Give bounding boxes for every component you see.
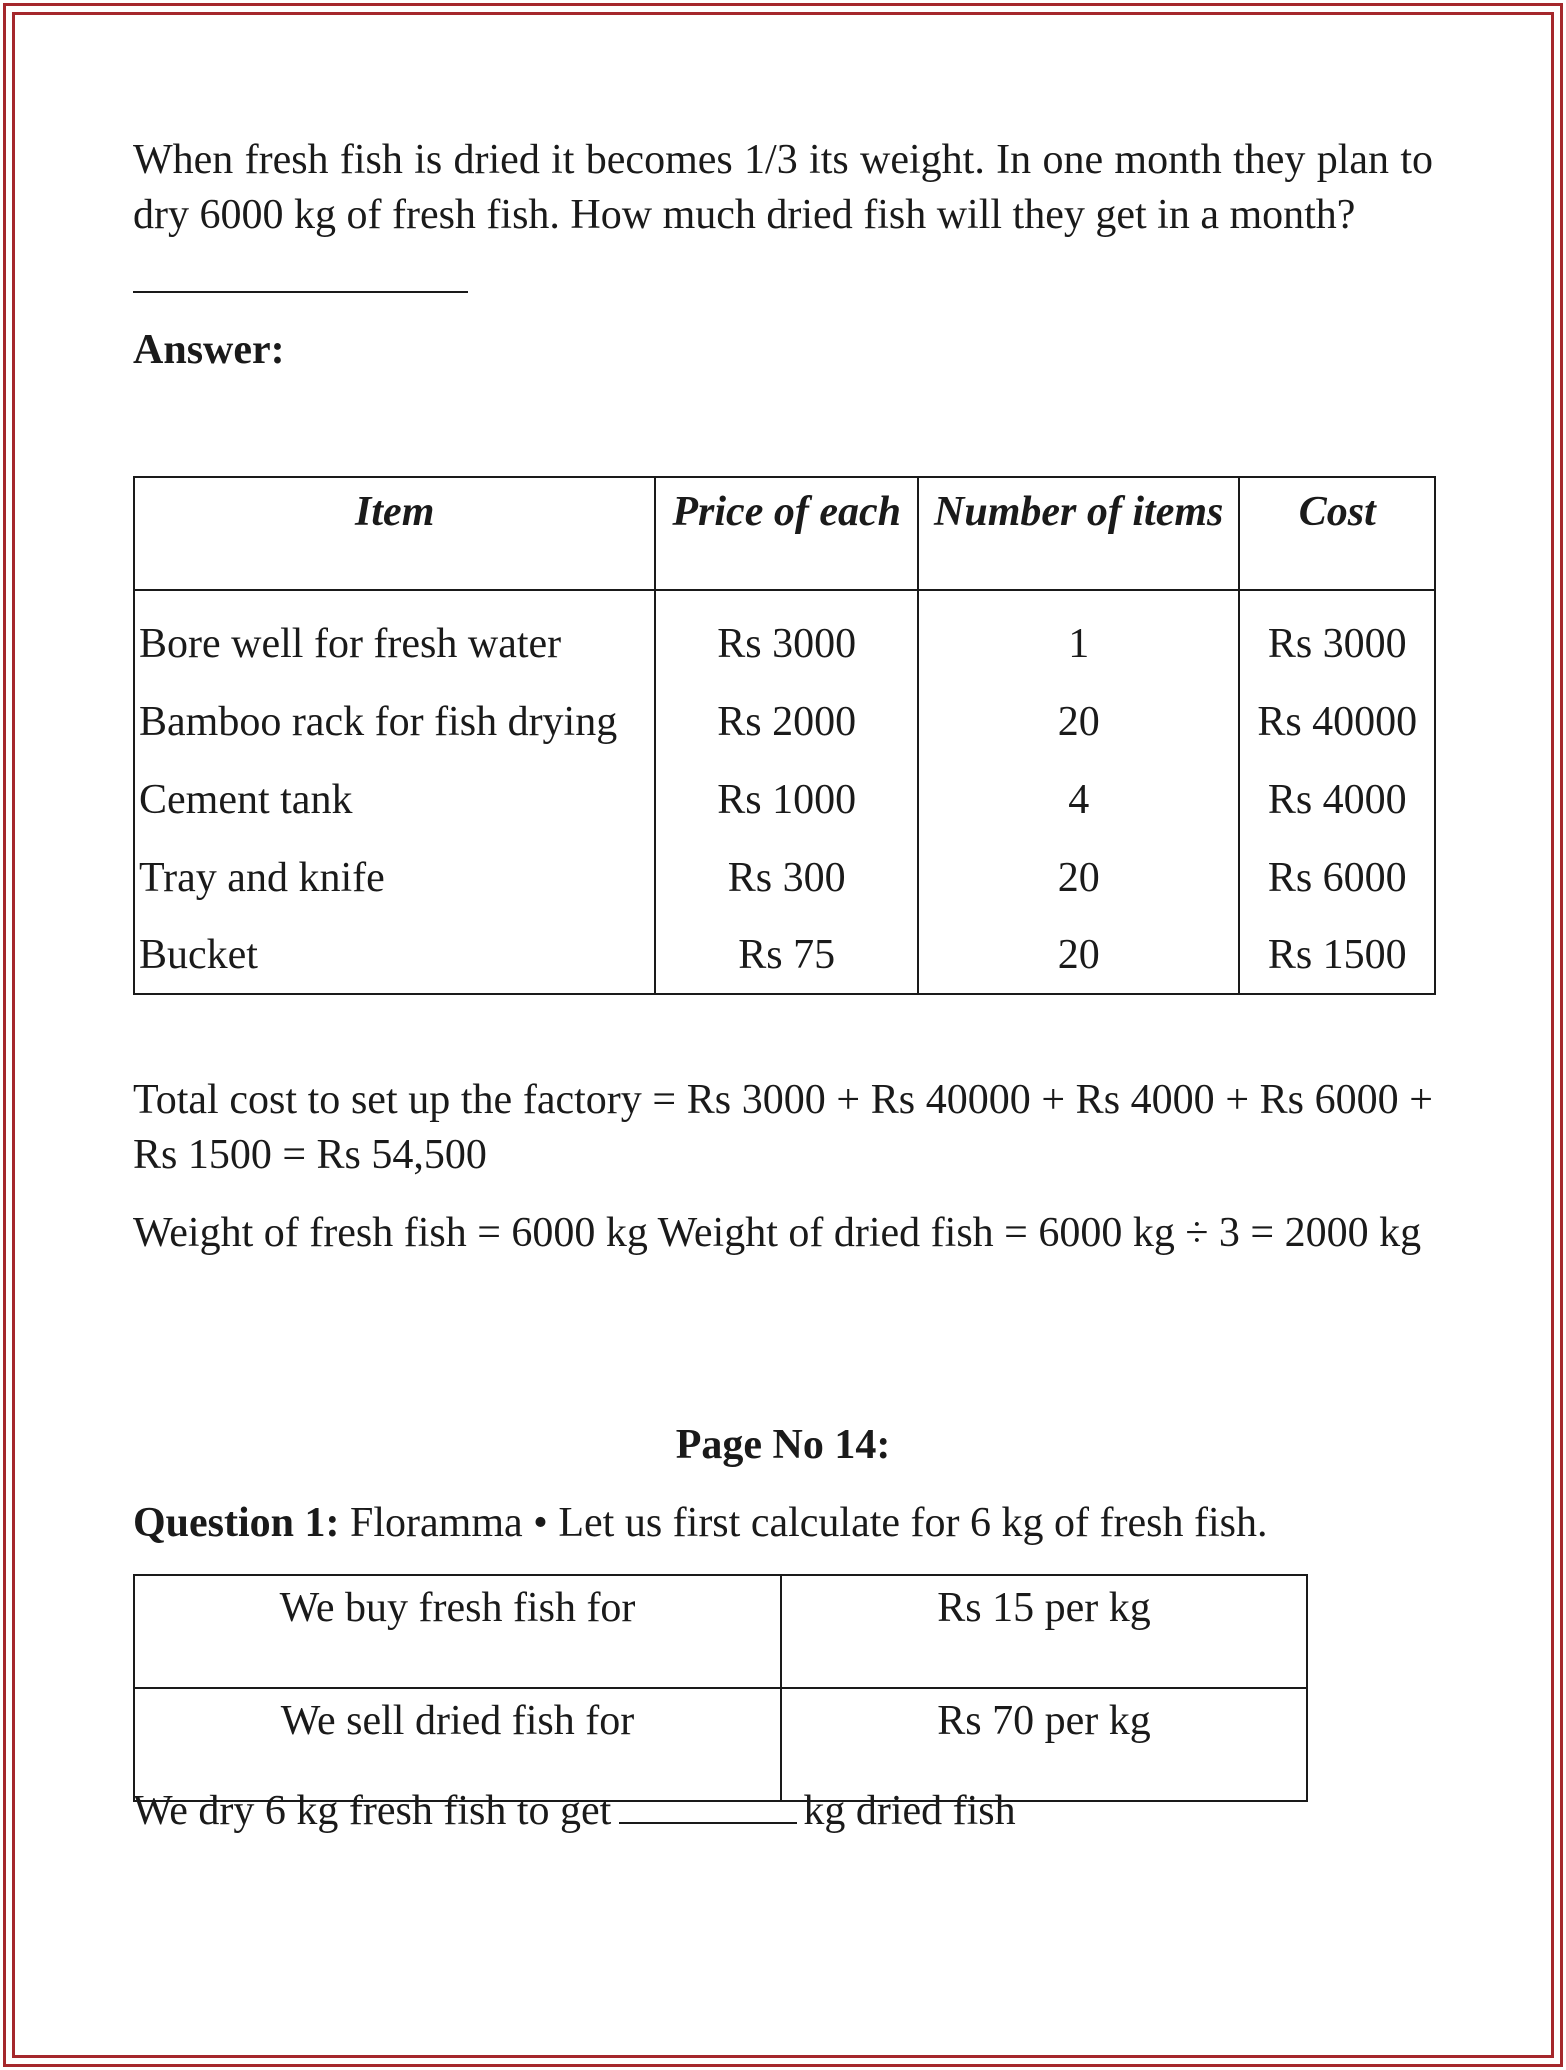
table-row: [134, 590, 1435, 683]
cell-item: Tray and knife: [134, 839, 655, 917]
cell-cost: Rs 3000: [1239, 590, 1435, 683]
question-1: [133, 1496, 1453, 1551]
cost-table-header-row: [134, 477, 1435, 590]
buy-label: We buy fresh fish for: [134, 1575, 781, 1688]
question-1-label: Question 1:: [133, 1500, 340, 1546]
cell-cost: Rs 6000: [1239, 839, 1435, 917]
header-price: Price of each: [655, 477, 918, 590]
cell-count: 4: [918, 761, 1240, 839]
question-1-text: Floramma • Let us first calculate for 6 kg of fresh fish.: [339, 1500, 1268, 1546]
cell-item: Bucket: [134, 917, 655, 994]
page-number-heading: Page No 14:: [675, 1422, 891, 1468]
fill-in-blank: [619, 1786, 797, 1824]
table-row: [134, 917, 1435, 994]
dry-fish-sentence: [133, 1784, 1016, 1839]
cell-count: 20: [918, 839, 1240, 917]
header-count: Number of items: [918, 477, 1240, 590]
question-paragraph: When fresh fish is dried it becomes 1/3 its weight. In one month they plan to dry 6000 kg of fresh fish. How much dried fish will they get in a month?: [133, 137, 1433, 238]
header-item: Item: [134, 477, 655, 590]
cell-price: Rs 2000: [655, 683, 918, 761]
cell-count: 20: [918, 683, 1240, 761]
cell-cost: Rs 1500: [1239, 917, 1435, 994]
cell-cost: Rs 4000: [1239, 761, 1435, 839]
answer-label: Answer:: [133, 327, 285, 373]
cell-price: Rs 75: [655, 917, 918, 994]
table-row: [134, 761, 1435, 839]
cell-count: 1: [918, 590, 1240, 683]
answer-blank-line: [133, 291, 468, 293]
total-cost-paragraph: Total cost to set up the factory = Rs 3000 + Rs 40000 + Rs 4000 + Rs 6000 + Rs 1500 = Rs 54,500: [133, 1077, 1433, 1178]
cell-item: Cement tank: [134, 761, 655, 839]
cell-price: Rs 1000: [655, 761, 918, 839]
price-table: [133, 1574, 1308, 1802]
cell-cost: Rs 40000: [1239, 683, 1435, 761]
dry-line-after: kg dried fish: [803, 1788, 1016, 1834]
buy-value: Rs 15 per kg: [781, 1575, 1307, 1688]
cell-item: Bore well for fresh water: [134, 590, 655, 683]
cell-item: Bamboo rack for fish drying: [134, 683, 655, 761]
cell-count: 20: [918, 917, 1240, 994]
cost-table: [133, 476, 1436, 995]
table-row: [134, 839, 1435, 917]
header-cost: Cost: [1239, 477, 1435, 590]
cell-price: Rs 300: [655, 839, 918, 917]
weight-paragraph: Weight of fresh fish = 6000 kg Weight of dried fish = 6000 kg ÷ 3 = 2000 kg: [133, 1210, 1422, 1256]
table-row: [134, 1575, 1307, 1688]
table-row: [134, 683, 1435, 761]
sell-label: We sell dried fish for: [134, 1688, 781, 1801]
dry-line-before: We dry 6 kg fresh fish to get: [133, 1788, 612, 1834]
sell-value: Rs 70 per kg: [781, 1688, 1307, 1801]
cell-price: Rs 3000: [655, 590, 918, 683]
